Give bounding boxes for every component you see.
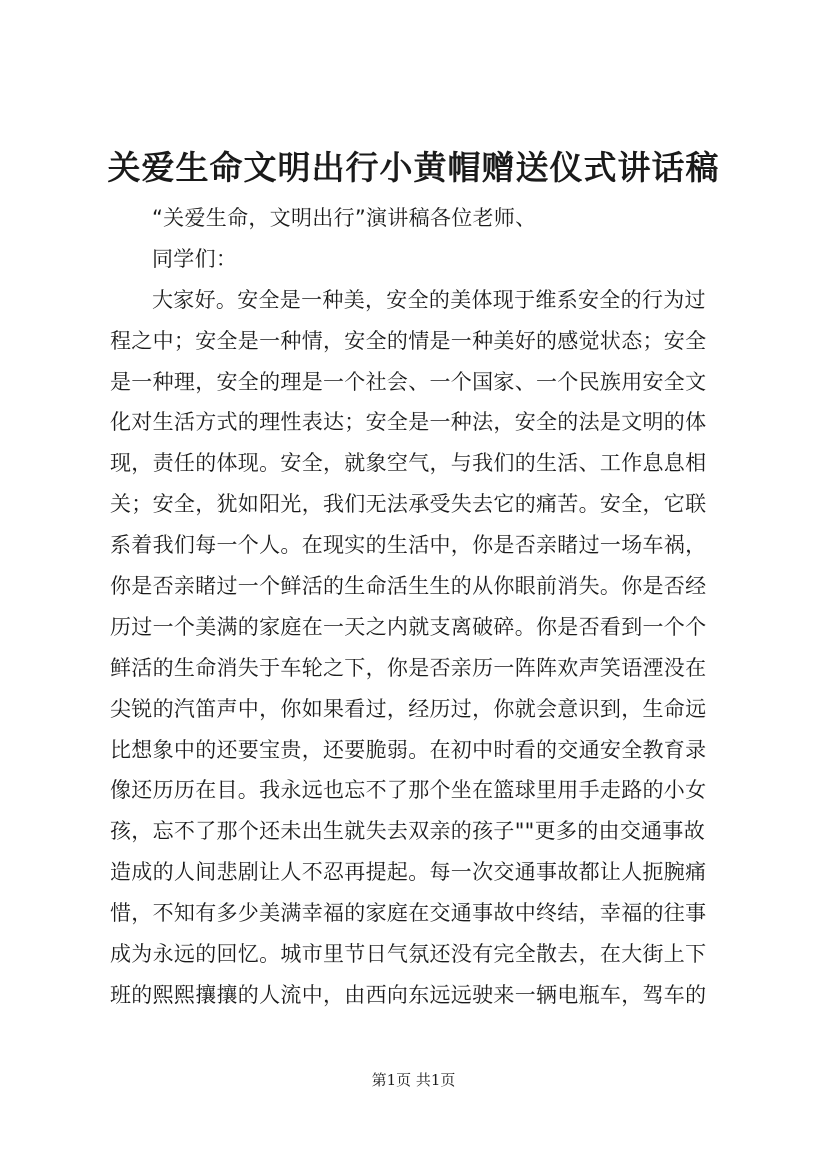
body-line: 大家好。安全是一种美，安全的美体现于维系安全的行为过 [152,287,706,312]
body-line: “关爱生命，文明出行”演讲稿各位老师、 [152,206,537,230]
body-line: 惜，不知有多少美满幸福的家庭在交通事故中终结，幸福的往事 [110,901,707,926]
body-line: 鲜活的生命消失于车轮之下，你是否亲历一阵阵欢声笑语湮没在 [110,655,707,680]
body-line: 程之中；安全是一种情，安全的情是一种美好的感觉状态；安全 [110,328,707,353]
body-line: 你是否亲睹过一个鲜活的生命活生生的从你眼前消失。你是否经 [110,574,707,599]
body-line: 现，责任的体现。安全，就象空气，与我们的生活、工作息息相 [110,451,707,476]
body-line: 化对生活方式的理性表达；安全是一种法，安全的法是文明的体 [110,410,707,435]
body-line: 是一种理，安全的理是一个社会、一个国家、一个民族用安全文 [110,369,707,394]
body-line: 孩，忘不了那个还未出生就失去双亲的孩子""更多的由交通事故 [110,819,706,844]
page-footer: 第1页 共1页 [371,1071,456,1089]
body-line: 尖锐的汽笛声中，你如果看过，经历过，你就会意识到，生命远 [110,696,707,721]
body-line: 历过一个美满的家庭在一天之内就支离破碎。你是否看到一个个 [110,614,707,639]
body-line: 同学们： [152,246,238,271]
body-line: 比想象中的还要宝贵，还要脆弱。在初中时看的交通安全教育录 [110,737,707,762]
body-line: 班的熙熙攘攘的人流中，由西向东远远驶来一辆电瓶车，驾车的 [110,982,707,1007]
body-line: 系着我们每一个人。在现实的生活中，你是否亲睹过一场车祸， [110,533,707,558]
body-line: 关；安全，犹如阳光，我们无法承受失去它的痛苦。安全，它联 [110,492,707,517]
body-line: 像还历历在目。我永远也忘不了那个坐在篮球里用手走路的小女 [110,778,707,803]
document-body [110,198,722,1016]
document-title: 关爱生命文明出行小黄帽赠送仪式讲话稿 [107,148,720,187]
body-line: 造成的人间悲剧让人不忍再提起。每一次交通事故都让人扼腕痛 [110,860,707,885]
body-line: 成为永远的回忆。城市里节日气氛还没有完全散去，在大街上下 [110,942,707,967]
